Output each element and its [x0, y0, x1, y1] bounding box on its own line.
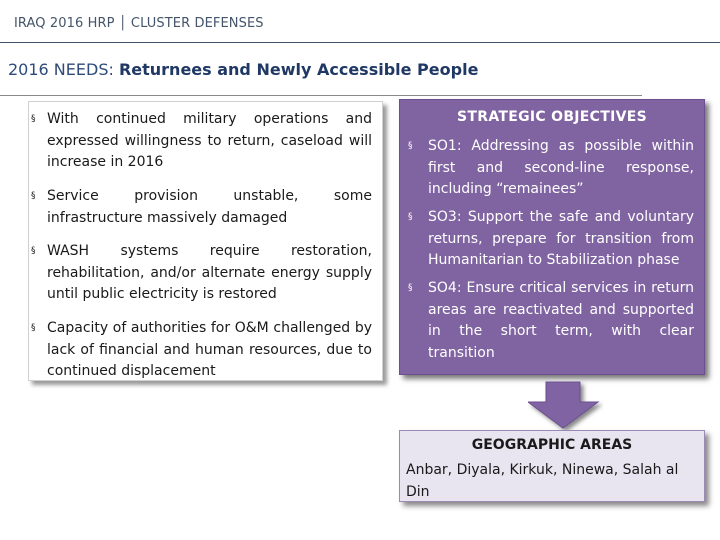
page-title-main: Returnees and Newly Accessible People: [118, 60, 479, 79]
needs-box: [28, 101, 383, 381]
bullet-marker: §: [31, 323, 36, 333]
page-title-prefix: 2016 NEEDS:: [8, 60, 119, 79]
header-text: IRAQ 2016 HRP │ CLUSTER DEFENSES: [14, 16, 264, 31]
needs-item: [29, 241, 382, 306]
objective-item-text: SO1: Addressing as possible within first and second-line response, including “remainees”: [428, 138, 694, 197]
objective-item-text: SO4: Ensure critical services in return areas are reactivated and supported in the short term, with clear transition: [428, 280, 694, 361]
bullet-marker: §: [31, 191, 36, 201]
title-divider: [0, 95, 642, 96]
needs-item-text: WASH systems require restoration, rehabilitation, and/or alternate energy supply until public electricity is restored: [47, 243, 372, 302]
header-divider: [0, 42, 720, 43]
objective-item-text: SO3: Support the safe and voluntary returns, prepare for transition from Humanitarian to Stabilization phase: [428, 209, 694, 268]
objective-item: [400, 136, 704, 201]
down-arrow-icon: [528, 380, 604, 432]
page-title: [8, 60, 478, 79]
bullet-marker: §: [31, 246, 36, 256]
bullet-marker: §: [408, 141, 413, 151]
geographic-areas-list: Anbar, Diyala, Kirkuk, Ninewa, Salah al Din: [406, 462, 679, 500]
objective-item: [400, 207, 704, 272]
strategic-objectives-box: [399, 99, 705, 375]
needs-item-text: With continued military operations and expressed willingness to return, caseload will increase in 2016: [47, 111, 372, 170]
needs-item-text: Service provision unstable, some infrastructure massively damaged: [47, 188, 372, 226]
needs-item: [29, 318, 382, 383]
objective-item: [400, 278, 704, 364]
strategic-objectives-title: STRATEGIC OBJECTIVES: [457, 109, 647, 125]
geographic-areas-title: GEOGRAPHIC AREAS: [471, 437, 633, 453]
needs-item-text: Capacity of authorities for O&M challenged by lack of financial and human resources, due to continued displacement: [47, 320, 372, 379]
geographic-areas-box: [399, 430, 705, 502]
bullet-marker: §: [31, 114, 36, 124]
bullet-marker: §: [408, 283, 413, 293]
needs-item: [29, 109, 382, 174]
needs-item: [29, 186, 382, 229]
bullet-marker: §: [408, 212, 413, 222]
